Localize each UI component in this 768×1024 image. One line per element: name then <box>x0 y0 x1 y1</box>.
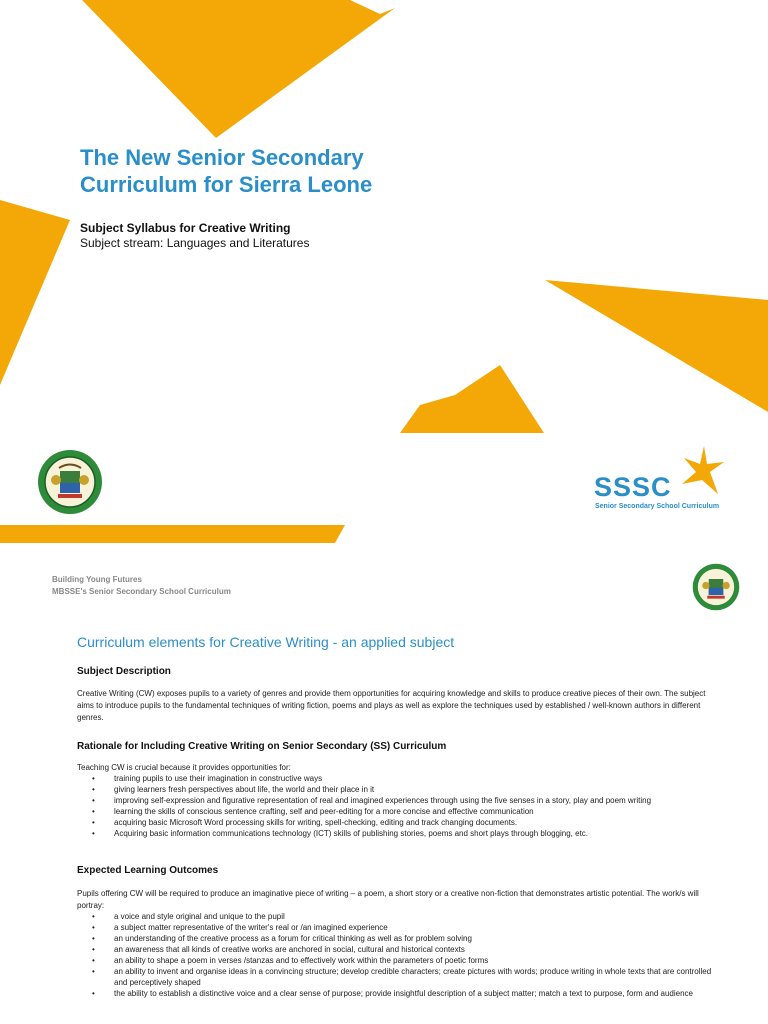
subject-description-text: Creative Writing (CW) exposes pupils to a variety of genres and provide them opportunities for acquiring knowledge and skills to produce creative pieces of their own. The subject aims to introduce pupils to the fundamental techniques of writing fiction, poems and plays as well as explore the techniques used by established / well-known authors in different genres. <box>77 689 706 722</box>
list-item: • Acquiring basic information communications technology (ICT) skills of publishing stories, poems and short plays through blogging, etc. <box>77 828 717 839</box>
outcomes-intro: Pupils offering CW will be required to produce an imaginative piece of writing – a poem, a short story or a creative non-fiction that demonstrates artistic potential. The work/s will portray: <box>77 889 699 910</box>
header-line-tagline: Building Young Futures <box>52 575 142 584</box>
cover-title: The New Senior Secondary Curriculum for Sierra Leone <box>80 145 373 197</box>
list-item: • the ability to establish a distinctive voice and a clear sense of purpose; provide insightful description of a subject matter; match a text to purpose, form and audience <box>77 988 717 999</box>
list-item: • a voice and style original and unique to the pupil <box>77 911 717 922</box>
list-item: • an understanding of the creative process as a forum for critical thinking as well as for problem solving <box>77 933 717 944</box>
section-title: Curriculum elements for Creative Writing - an applied subject <box>77 634 455 650</box>
list-item: • an ability to shape a poem in verses /stanzas and to effectively work within the parameters of poetic forms <box>77 955 717 966</box>
header-line-ministry: MBSSE's Senior Secondary School Curriculum <box>52 587 231 596</box>
list-item: • learning the skills of conscious sentence crafting, self and peer-editing for a more concise and effective communication <box>77 806 717 817</box>
coat-of-arms-seal-icon-small <box>692 563 740 611</box>
list-item: • giving learners fresh perspectives about life, the world and their place in it <box>77 784 717 795</box>
sssc-tagline: Senior Secondary School Curriculum <box>595 503 720 510</box>
rationale-list <box>77 773 717 839</box>
subject-stream: Subject stream: Languages and Literatures <box>80 236 310 250</box>
list-item: • a subject matter representative of the writer's real or /an imagined experience <box>77 922 717 933</box>
list-item: • acquiring basic Microsoft Word processing skills for writing, spell-checking, editing and track changing documents. <box>77 817 717 828</box>
list-item: • an ability to invent and organise ideas in a convincing structure; develop credible characters; create pictures with words; produce writing in whole texts that are controlled and perceptively shaped <box>77 966 717 988</box>
coat-of-arms-seal-icon <box>37 449 103 515</box>
star-icon <box>678 446 724 498</box>
rationale-heading: Rationale for Including Creative Writing on Senior Secondary (SS) Curriculum <box>77 741 447 752</box>
sssc-wordmark: SSSC <box>594 472 672 502</box>
list-item: • training pupils to use their imagination in constructive ways <box>77 773 717 784</box>
list-item: • improving self-expression and figurative representation of real and imagined experiences through using the five senses in a story, play and poem writing <box>77 795 717 806</box>
subject-description-heading: Subject Description <box>77 666 171 677</box>
syllabus-subtitle: Subject Syllabus for Creative Writing <box>80 221 291 235</box>
outcomes-list <box>77 911 717 999</box>
sssc-logo <box>590 446 740 516</box>
list-item: • an awareness that all kinds of creative works are anchored in social, cultural and historical contexts <box>77 944 717 955</box>
outcomes-heading: Expected Learning Outcomes <box>77 865 219 876</box>
rationale-intro: Teaching CW is crucial because it provides opportunities for: <box>77 763 291 772</box>
